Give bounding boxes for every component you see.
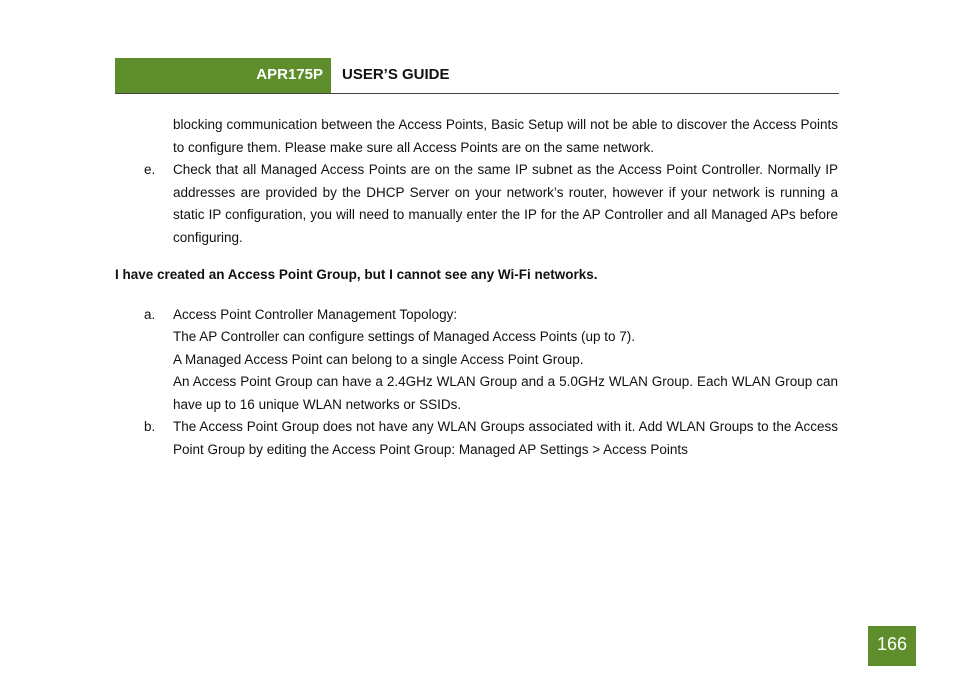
list-marker-e: e.: [144, 162, 156, 177]
section-heading: I have created an Access Point Group, but I cannot see any Wi-Fi networks.: [115, 267, 598, 282]
product-model: APR175P: [256, 66, 323, 83]
item-a-line-3: A Managed Access Point can belong to a single Access Point Group.: [173, 352, 584, 367]
header-divider: [115, 93, 839, 94]
list-marker-b: b.: [144, 419, 156, 434]
page-number: 166: [876, 634, 908, 654]
continued-item-text: blocking communication between the Access Points, Basic Setup will not be able to discover the Access Points to configure them. Please make sure all Access Points are on the same network.: [173, 117, 838, 155]
document-title: USER’S GUIDE: [342, 66, 450, 83]
item-a-line-2: The AP Controller can configure settings of Managed Access Points (up to 7).: [173, 329, 636, 344]
item-b-text: The Access Point Group does not have any WLAN Groups associated with it. Add WLAN Groups to the Access Point Group by editing the Access Point Group: Managed AP Settings > Access Points: [173, 419, 838, 457]
header-bar: [115, 58, 331, 93]
item-a-line-4: An Access Point Group can have a 2.4GHz WLAN Group and a 5.0GHz WLAN Group. Each WLAN Group can have up to 16 unique WLAN networks or SSIDs.: [173, 374, 838, 412]
item-e-text: Check that all Managed Access Points are on the same IP subnet as the Access Point Controller. Normally IP addresses are provided by the DHCP Server on your network’s router, however if your network is running a static IP configuration, you will need to manually enter the IP for the AP Controller and all Managed APs before configuring.: [173, 162, 838, 245]
page-number-badge: [868, 626, 916, 666]
item-a-line-1: Access Point Controller Management Topology:: [173, 307, 458, 322]
list-marker-a: a.: [144, 307, 156, 322]
